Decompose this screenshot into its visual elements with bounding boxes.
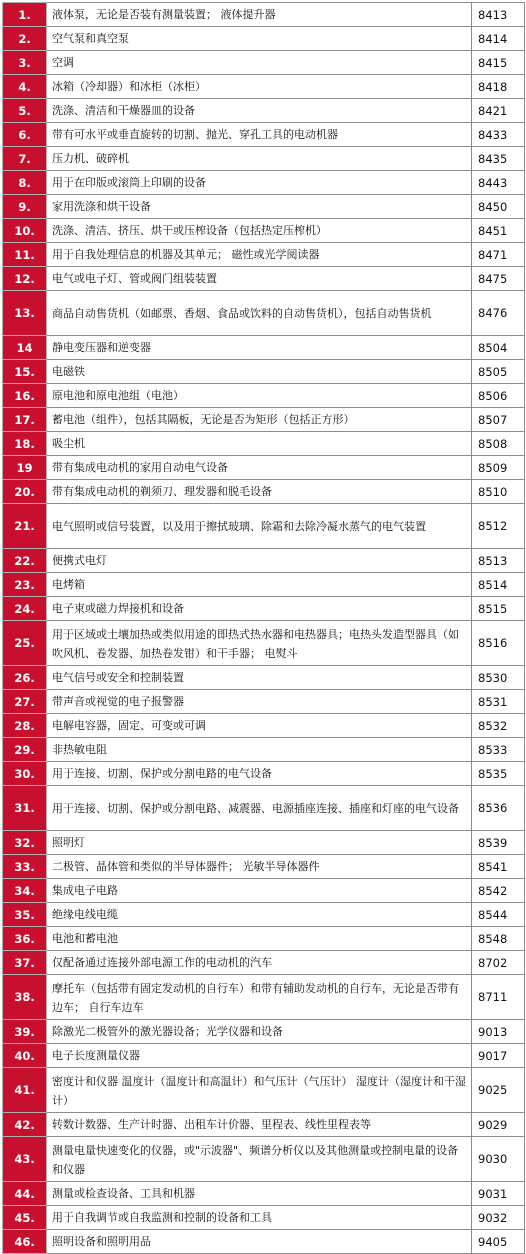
row-hs-code: 9032 <box>472 1206 525 1230</box>
table-row <box>3 51 525 75</box>
row-description: 电解电容器，固定、可变或可调 <box>47 714 472 738</box>
row-number: 19 <box>3 456 47 480</box>
row-description: 压力机、破碎机 <box>47 147 472 171</box>
row-hs-code: 8531 <box>472 690 525 714</box>
row-description: 电气照明或信号装置，以及用于擦拭玻璃、除霜和去除冷凝水蒸气的电气装置 <box>47 504 472 549</box>
table-row <box>3 573 525 597</box>
table-row <box>3 690 525 714</box>
row-description: 带有集成电动机的家用自动电气设备 <box>47 456 472 480</box>
row-hs-code: 8471 <box>472 243 525 267</box>
row-number: 41. <box>3 1068 47 1113</box>
table-row <box>3 195 525 219</box>
row-description: 转数计数器、生产计时器、出租车计价器、里程表、线性里程表等 <box>47 1113 472 1137</box>
row-number: 9. <box>3 195 47 219</box>
table-row <box>3 123 525 147</box>
row-description: 仅配备通过连接外部电源工作的电动机的汽车 <box>47 951 472 975</box>
row-number: 29. <box>3 738 47 762</box>
row-number: 46. <box>3 1230 47 1254</box>
table-row <box>3 267 525 291</box>
row-number: 33. <box>3 855 47 879</box>
row-number: 20. <box>3 480 47 504</box>
row-description: 照明灯 <box>47 831 472 855</box>
table-row <box>3 336 525 360</box>
row-hs-code: 9031 <box>472 1182 525 1206</box>
row-hs-code: 8504 <box>472 336 525 360</box>
row-number: 44. <box>3 1182 47 1206</box>
row-number: 2. <box>3 27 47 51</box>
row-number: 27. <box>3 690 47 714</box>
row-number: 11. <box>3 243 47 267</box>
row-number: 8. <box>3 171 47 195</box>
row-description: 电池和蓄电池 <box>47 927 472 951</box>
row-hs-code: 8516 <box>472 621 525 666</box>
row-hs-code: 8532 <box>472 714 525 738</box>
row-hs-code: 8711 <box>472 975 525 1020</box>
row-number: 16. <box>3 384 47 408</box>
row-hs-code: 8544 <box>472 903 525 927</box>
row-description: 用于区域或土壤加热或类似用途的即热式热水器和电热器具；电热头发造型器具（如吹风机、卷发器、加热卷发钳）和干手器； 电熨斗 <box>47 621 472 666</box>
row-description: 用于自我调节或自我监测和控制的设备和工具 <box>47 1206 472 1230</box>
table-row <box>3 432 525 456</box>
row-number: 37. <box>3 951 47 975</box>
table-row <box>3 549 525 573</box>
row-hs-code: 9013 <box>472 1020 525 1044</box>
table-row <box>3 1182 525 1206</box>
table-row <box>3 480 525 504</box>
row-description: 除激光二极管外的激光器设备；光学仪器和设备 <box>47 1020 472 1044</box>
row-description: 电气信号或安全和控制装置 <box>47 666 472 690</box>
row-number: 45. <box>3 1206 47 1230</box>
row-number: 3. <box>3 51 47 75</box>
row-hs-code: 8513 <box>472 549 525 573</box>
row-number: 31. <box>3 786 47 831</box>
table-row <box>3 975 525 1020</box>
row-hs-code: 9405 <box>472 1230 525 1254</box>
table-row <box>3 384 525 408</box>
row-hs-code: 8508 <box>472 432 525 456</box>
table-row <box>3 951 525 975</box>
table-row <box>3 831 525 855</box>
row-hs-code: 8415 <box>472 51 525 75</box>
row-hs-code: 9025 <box>472 1068 525 1113</box>
row-hs-code: 8536 <box>472 786 525 831</box>
table-row <box>3 408 525 432</box>
row-description: 绝缘电线电缆 <box>47 903 472 927</box>
row-description: 电子长度测量仪器 <box>47 1044 472 1068</box>
row-hs-code: 8530 <box>472 666 525 690</box>
row-hs-code: 8476 <box>472 291 525 336</box>
row-description: 带声音或视觉的电子报警器 <box>47 690 472 714</box>
row-number: 7. <box>3 147 47 171</box>
row-description: 电子束或磁力焊接机和设备 <box>47 597 472 621</box>
row-number: 23. <box>3 573 47 597</box>
row-number: 43. <box>3 1137 47 1182</box>
row-description: 用于连接、切割、保护或分割电路的电气设备 <box>47 762 472 786</box>
row-number: 17. <box>3 408 47 432</box>
row-number: 30. <box>3 762 47 786</box>
row-description: 摩托车（包括带有固定发动机的自行车）和带有辅助发动机的自行车，无论是否带有边车； 自行车边车 <box>47 975 472 1020</box>
row-number: 14 <box>3 336 47 360</box>
row-description: 蓄电池（组件），包括其隔板，无论是否为矩形（包括正方形） <box>47 408 472 432</box>
table-body <box>3 3 525 1254</box>
table-row <box>3 714 525 738</box>
table-row <box>3 621 525 666</box>
row-number: 35. <box>3 903 47 927</box>
row-number: 28. <box>3 714 47 738</box>
row-number: 34. <box>3 879 47 903</box>
row-description: 洗涤、清洁和干燥器皿的设备 <box>47 99 472 123</box>
row-hs-code: 8514 <box>472 573 525 597</box>
row-hs-code: 8435 <box>472 147 525 171</box>
row-hs-code: 9017 <box>472 1044 525 1068</box>
table-row <box>3 99 525 123</box>
row-number: 10. <box>3 219 47 243</box>
row-hs-code: 8450 <box>472 195 525 219</box>
row-hs-code: 8541 <box>472 855 525 879</box>
row-number: 21. <box>3 504 47 549</box>
table-row <box>3 927 525 951</box>
row-number: 18. <box>3 432 47 456</box>
table-row <box>3 1137 525 1182</box>
row-hs-code: 8539 <box>472 831 525 855</box>
table-row <box>3 597 525 621</box>
row-number: 4. <box>3 75 47 99</box>
row-description: 液体泵，无论是否装有测量装置； 液体提升器 <box>47 3 472 27</box>
row-description: 冰箱（冷却器）和冰柜（冰柜） <box>47 75 472 99</box>
table-row <box>3 855 525 879</box>
row-description: 电气或电子灯、管或阀门组装装置 <box>47 267 472 291</box>
row-hs-code: 9030 <box>472 1137 525 1182</box>
row-description: 照明设备和照明用品 <box>47 1230 472 1254</box>
row-hs-code: 8507 <box>472 408 525 432</box>
row-description: 密度计和仪器 温度计（温度计和高温计）和气压计（气压计） 湿度计（湿度计和干湿计） <box>47 1068 472 1113</box>
row-hs-code: 8451 <box>472 219 525 243</box>
row-hs-code: 8433 <box>472 123 525 147</box>
row-description: 洗涤、清洁、挤压、烘干或压榨设备（包括热定压榨机） <box>47 219 472 243</box>
table-row <box>3 1020 525 1044</box>
table-row <box>3 762 525 786</box>
row-hs-code: 8535 <box>472 762 525 786</box>
row-hs-code: 8475 <box>472 267 525 291</box>
row-description: 测量或检查设备、工具和机器 <box>47 1182 472 1206</box>
row-hs-code: 8542 <box>472 879 525 903</box>
row-number: 13. <box>3 291 47 336</box>
row-number: 24. <box>3 597 47 621</box>
row-description: 用于连接、切割、保护或分割电路、减震器、电源插座连接、插座和灯座的电气设备 <box>47 786 472 831</box>
row-description: 原电池和原电池组（电池） <box>47 384 472 408</box>
row-description: 吸尘机 <box>47 432 472 456</box>
row-number: 42. <box>3 1113 47 1137</box>
row-description: 便携式电灯 <box>47 549 472 573</box>
table-row <box>3 75 525 99</box>
row-hs-code: 8702 <box>472 951 525 975</box>
row-number: 38. <box>3 975 47 1020</box>
row-number: 25. <box>3 621 47 666</box>
row-number: 36. <box>3 927 47 951</box>
row-description: 非热敏电阻 <box>47 738 472 762</box>
row-number: 39. <box>3 1020 47 1044</box>
row-hs-code: 8443 <box>472 171 525 195</box>
table-row <box>3 219 525 243</box>
table-row <box>3 879 525 903</box>
table-row <box>3 171 525 195</box>
table-row <box>3 1113 525 1137</box>
row-number: 32. <box>3 831 47 855</box>
row-number: 40. <box>3 1044 47 1068</box>
row-description: 商品自动售货机（如邮票、香烟、食品或饮料的自动售货机），包括自动售货机 <box>47 291 472 336</box>
table-row <box>3 666 525 690</box>
row-hs-code: 8512 <box>472 504 525 549</box>
row-description: 空气泵和真空泵 <box>47 27 472 51</box>
row-hs-code: 8413 <box>472 3 525 27</box>
row-number: 26. <box>3 666 47 690</box>
row-description: 带有集成电动机的剃须刀、理发器和脱毛设备 <box>47 480 472 504</box>
row-description: 电磁铁 <box>47 360 472 384</box>
row-description: 家用洗涤和烘干设备 <box>47 195 472 219</box>
row-number: 6. <box>3 123 47 147</box>
row-number: 5. <box>3 99 47 123</box>
row-hs-code: 9029 <box>472 1113 525 1137</box>
table-row <box>3 738 525 762</box>
table-row <box>3 243 525 267</box>
row-number: 12. <box>3 267 47 291</box>
table-row <box>3 360 525 384</box>
row-description: 用于在印版或滚筒上印刷的设备 <box>47 171 472 195</box>
row-description: 用于自我处理信息的机器及其单元； 磁性或光学阅读器 <box>47 243 472 267</box>
row-description: 测量电量快速变化的仪器，或"示波器"、频谱分析仪以及其他测量或控制电量的设备和仪器 <box>47 1137 472 1182</box>
row-number: 1. <box>3 3 47 27</box>
table-row <box>3 786 525 831</box>
table-row <box>3 1230 525 1254</box>
row-description: 带有可水平或垂直旋转的切割、抛光、穿孔工具的电动机器 <box>47 123 472 147</box>
table-row <box>3 903 525 927</box>
row-hs-code: 8533 <box>472 738 525 762</box>
row-description: 电烤箱 <box>47 573 472 597</box>
row-hs-code: 8548 <box>472 927 525 951</box>
row-number: 15. <box>3 360 47 384</box>
table-row <box>3 1206 525 1230</box>
row-hs-code: 8505 <box>472 360 525 384</box>
row-hs-code: 8506 <box>472 384 525 408</box>
row-hs-code: 8414 <box>472 27 525 51</box>
row-hs-code: 8509 <box>472 456 525 480</box>
row-hs-code: 8418 <box>472 75 525 99</box>
table-row <box>3 3 525 27</box>
product-code-table <box>2 2 525 1254</box>
table-row <box>3 1068 525 1113</box>
table-row <box>3 504 525 549</box>
table-row <box>3 456 525 480</box>
row-description: 二极管、晶体管和类似的半导体器件； 光敏半导体器件 <box>47 855 472 879</box>
row-number: 22. <box>3 549 47 573</box>
row-description: 静电变压器和逆变器 <box>47 336 472 360</box>
row-hs-code: 8515 <box>472 597 525 621</box>
row-hs-code: 8510 <box>472 480 525 504</box>
row-description: 空调 <box>47 51 472 75</box>
table-row <box>3 27 525 51</box>
table-row <box>3 147 525 171</box>
table-row <box>3 1044 525 1068</box>
table-row <box>3 291 525 336</box>
row-hs-code: 8421 <box>472 99 525 123</box>
row-description: 集成电子电路 <box>47 879 472 903</box>
